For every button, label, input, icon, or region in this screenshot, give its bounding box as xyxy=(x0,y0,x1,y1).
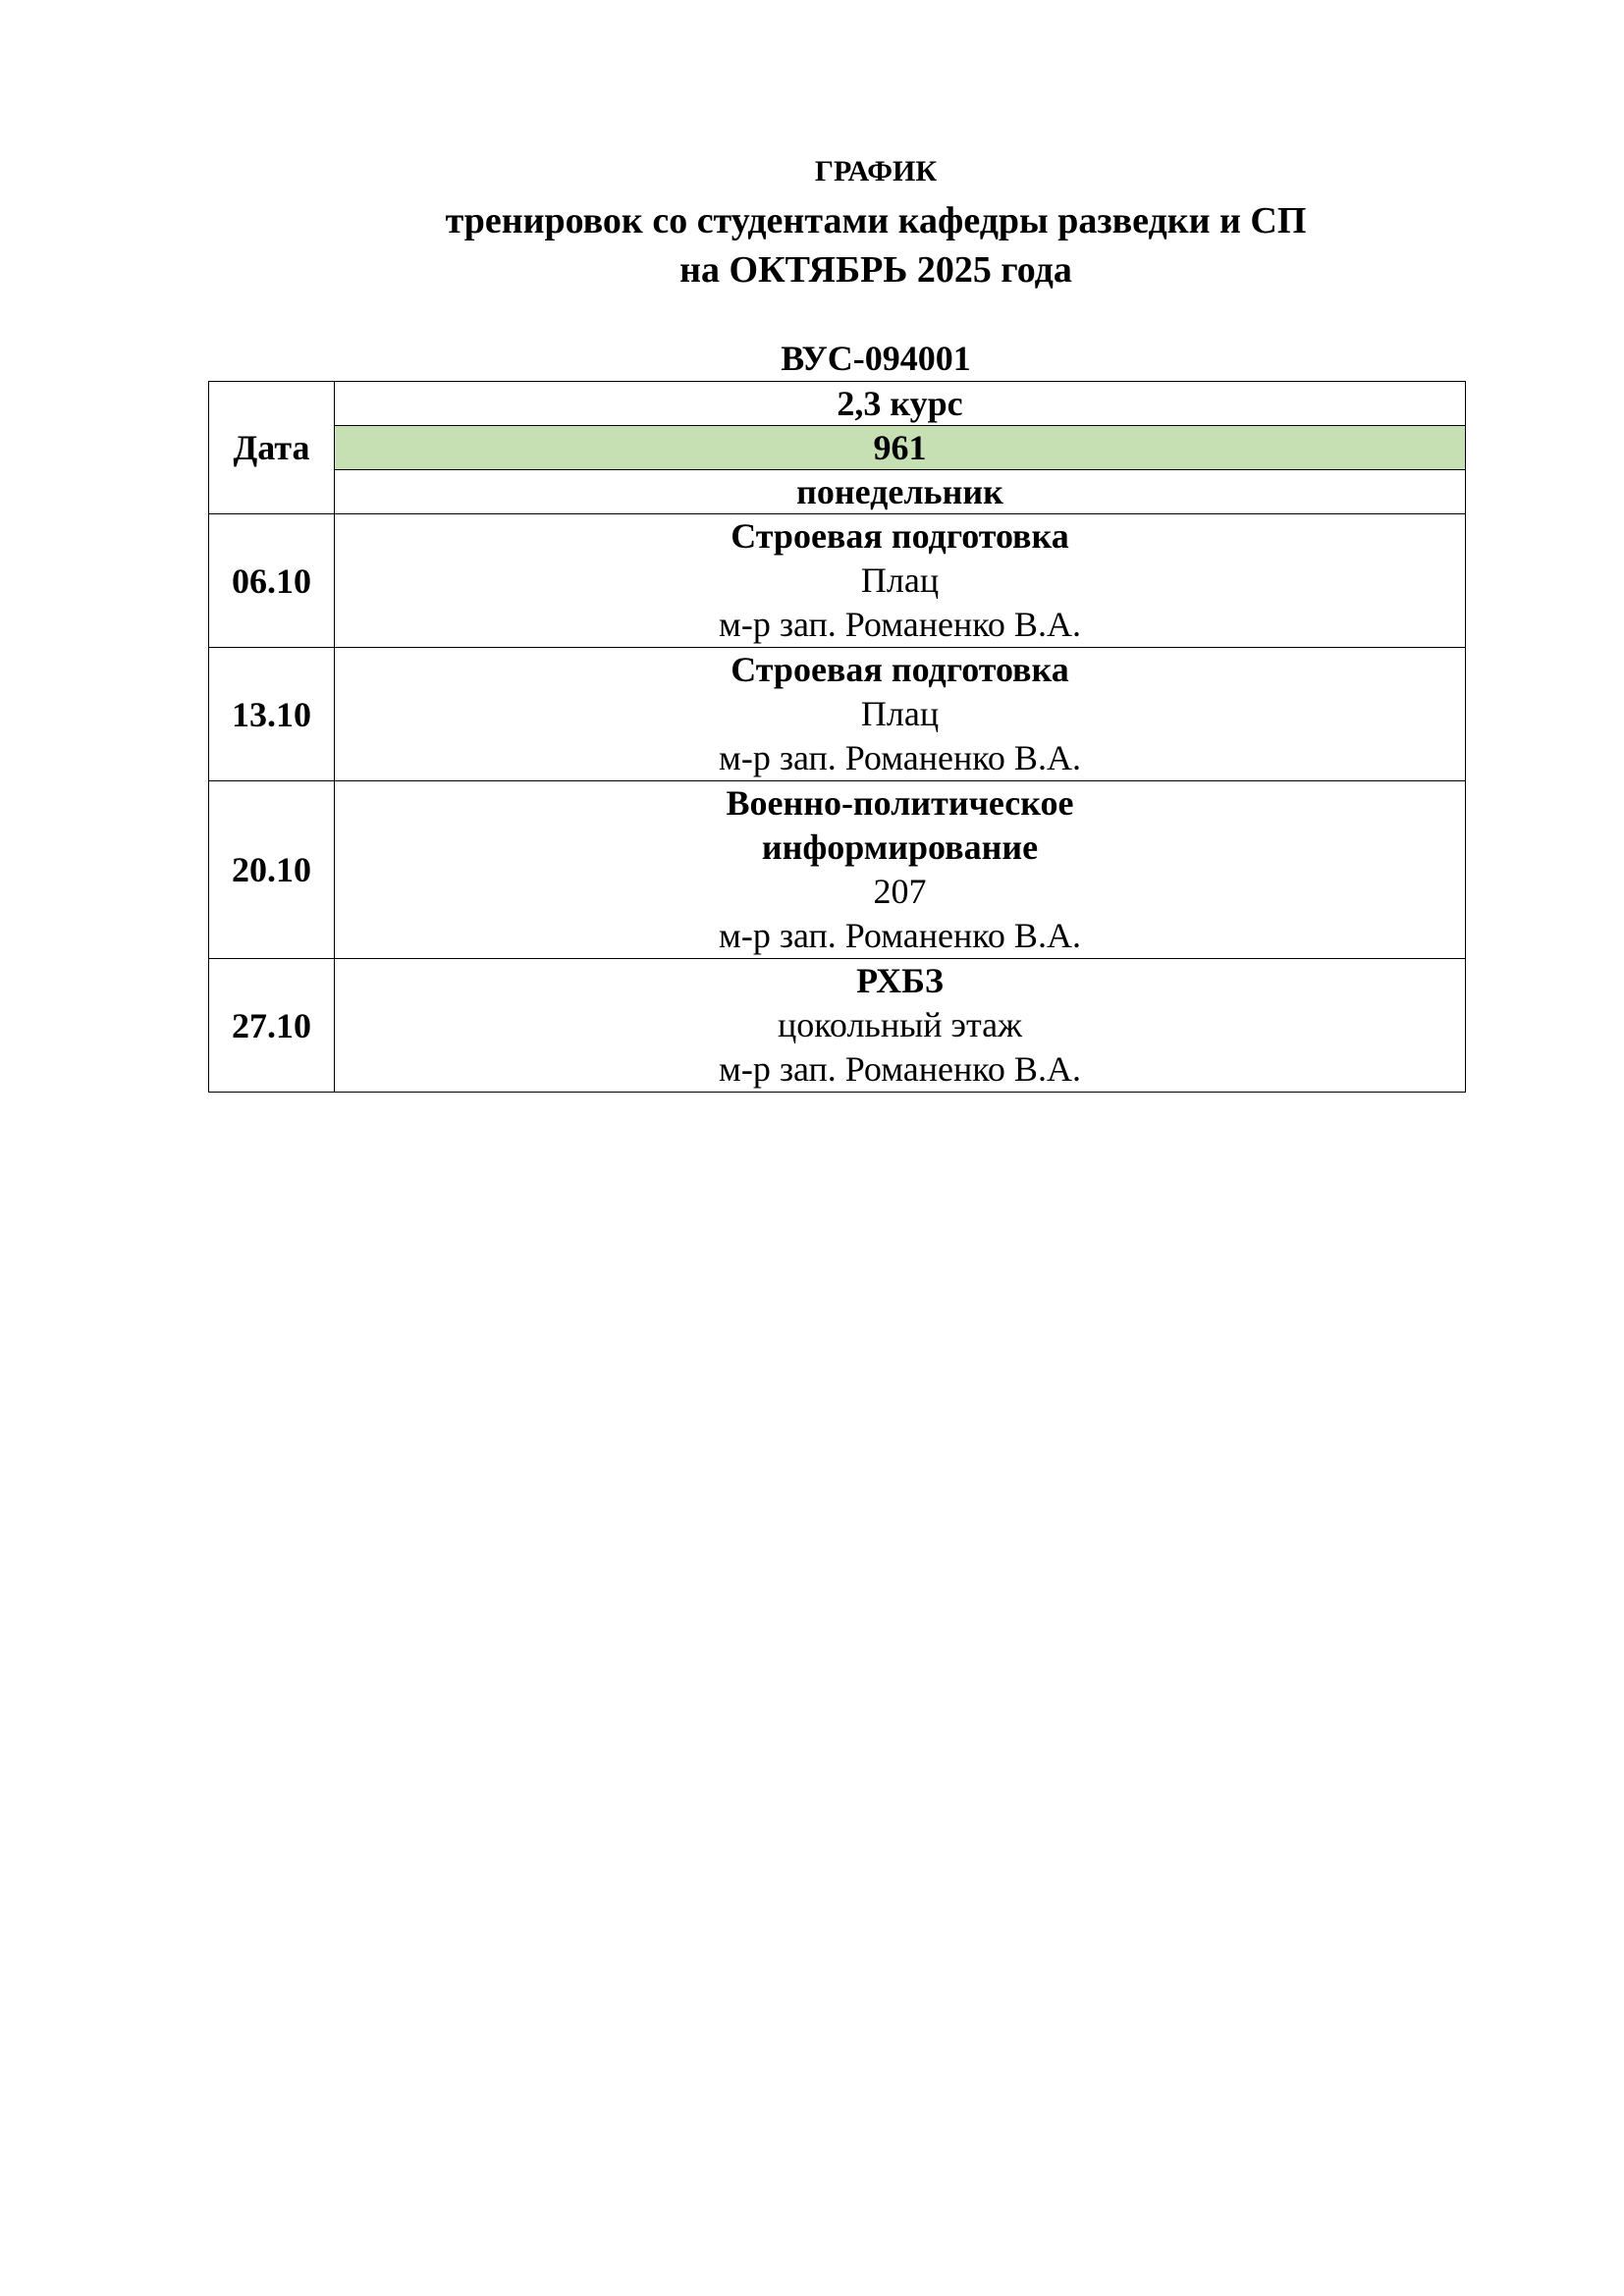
entry-location: Плац xyxy=(860,561,940,600)
row-entry xyxy=(335,648,1466,781)
row-entry xyxy=(335,514,1466,648)
row-date: 27.10 xyxy=(209,959,335,1093)
document-title-line-1: тренировок со студентами кафедры разведки и СП xyxy=(445,200,1307,241)
row-date: 13.10 xyxy=(209,648,335,781)
row-entry xyxy=(335,781,1466,959)
row-entry xyxy=(335,959,1466,1093)
specialty-code: ВУС-094001 xyxy=(781,339,971,378)
entry-subject: Военно-политическое xyxy=(726,783,1074,823)
table-header-row-weekday xyxy=(209,470,1466,514)
entry-subject: Строевая подготовка xyxy=(731,650,1069,689)
group-header: 961 xyxy=(335,426,1466,470)
table-row xyxy=(209,781,1466,959)
table-header-row-group xyxy=(209,426,1466,470)
entry-instructor: м-р зап. Романенко В.А. xyxy=(719,605,1081,644)
entry-location: Плац xyxy=(860,694,940,733)
course-header: 2,3 курс xyxy=(335,382,1466,426)
document-kind-title: ГРАФИК xyxy=(814,155,938,187)
date-column-header: Дата xyxy=(209,382,335,514)
weekday-header: понедельник xyxy=(335,470,1466,514)
schedule-table xyxy=(208,381,1466,1093)
table-row xyxy=(209,959,1466,1093)
entry-subject: Строевая подготовка xyxy=(731,516,1069,556)
entry-instructor: м-р зап. Романенко В.А. xyxy=(719,738,1081,777)
row-date: 06.10 xyxy=(209,514,335,648)
entry-location: цокольный этаж xyxy=(777,1005,1023,1044)
entry-subject: информирование xyxy=(761,828,1039,867)
entry-instructor: м-р зап. Романенко В.А. xyxy=(719,916,1081,955)
entry-instructor: м-р зап. Романенко В.А. xyxy=(719,1049,1081,1089)
entry-subject: РХБЗ xyxy=(856,961,944,1000)
document-title-line-2: на ОКТЯБРЬ 2025 года xyxy=(679,249,1072,291)
table-row xyxy=(209,648,1466,781)
table-header-row-course xyxy=(209,382,1466,426)
table-row xyxy=(209,514,1466,648)
row-date: 20.10 xyxy=(209,781,335,959)
entry-location: 207 xyxy=(873,872,927,911)
